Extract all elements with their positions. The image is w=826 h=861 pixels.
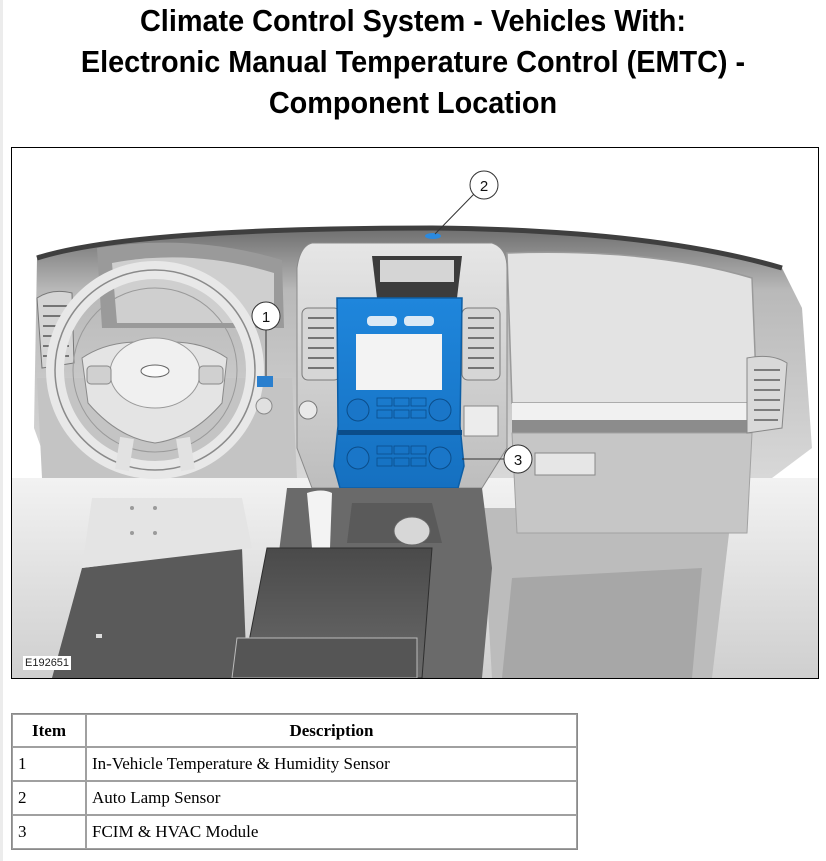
in-vehicle-temp-humidity-sensor-highlight xyxy=(257,376,273,387)
item-description: In-Vehicle Temperature & Humidity Sensor xyxy=(86,747,577,781)
fcim-hvac-module-highlight xyxy=(334,298,464,488)
table-row xyxy=(12,781,577,815)
item-number: 1 xyxy=(12,747,86,781)
header-description: Description xyxy=(86,714,577,747)
title-line-1: Climate Control System - Vehicles With: xyxy=(139,3,687,38)
item-number: 2 xyxy=(12,781,86,815)
page-left-border xyxy=(0,0,3,861)
table-header-row xyxy=(12,714,577,747)
item-description: FCIM & HVAC Module xyxy=(86,815,577,849)
table-row xyxy=(12,815,577,849)
component-location-figure xyxy=(11,147,819,679)
dashboard-illustration xyxy=(12,148,818,678)
svg-text:2: 2 xyxy=(479,178,489,195)
header-item: Item xyxy=(12,714,86,747)
item-description: Auto Lamp Sensor xyxy=(86,781,577,815)
callout-2 xyxy=(470,171,498,199)
table-row xyxy=(12,747,577,781)
svg-text:1: 1 xyxy=(261,309,271,326)
item-number: 3 xyxy=(12,815,86,849)
auto-lamp-sensor-highlight xyxy=(425,233,441,239)
svg-text:3: 3 xyxy=(513,452,523,469)
title-line-3: Component Location xyxy=(268,85,558,120)
component-legend-table xyxy=(11,713,578,850)
callout-3 xyxy=(504,445,532,473)
callout-1 xyxy=(252,302,280,330)
title-line-2: Electronic Manual Temperature Control (EMTC) - xyxy=(80,44,746,79)
page-title xyxy=(29,0,797,123)
figure-id-label: E192651 xyxy=(25,657,70,669)
